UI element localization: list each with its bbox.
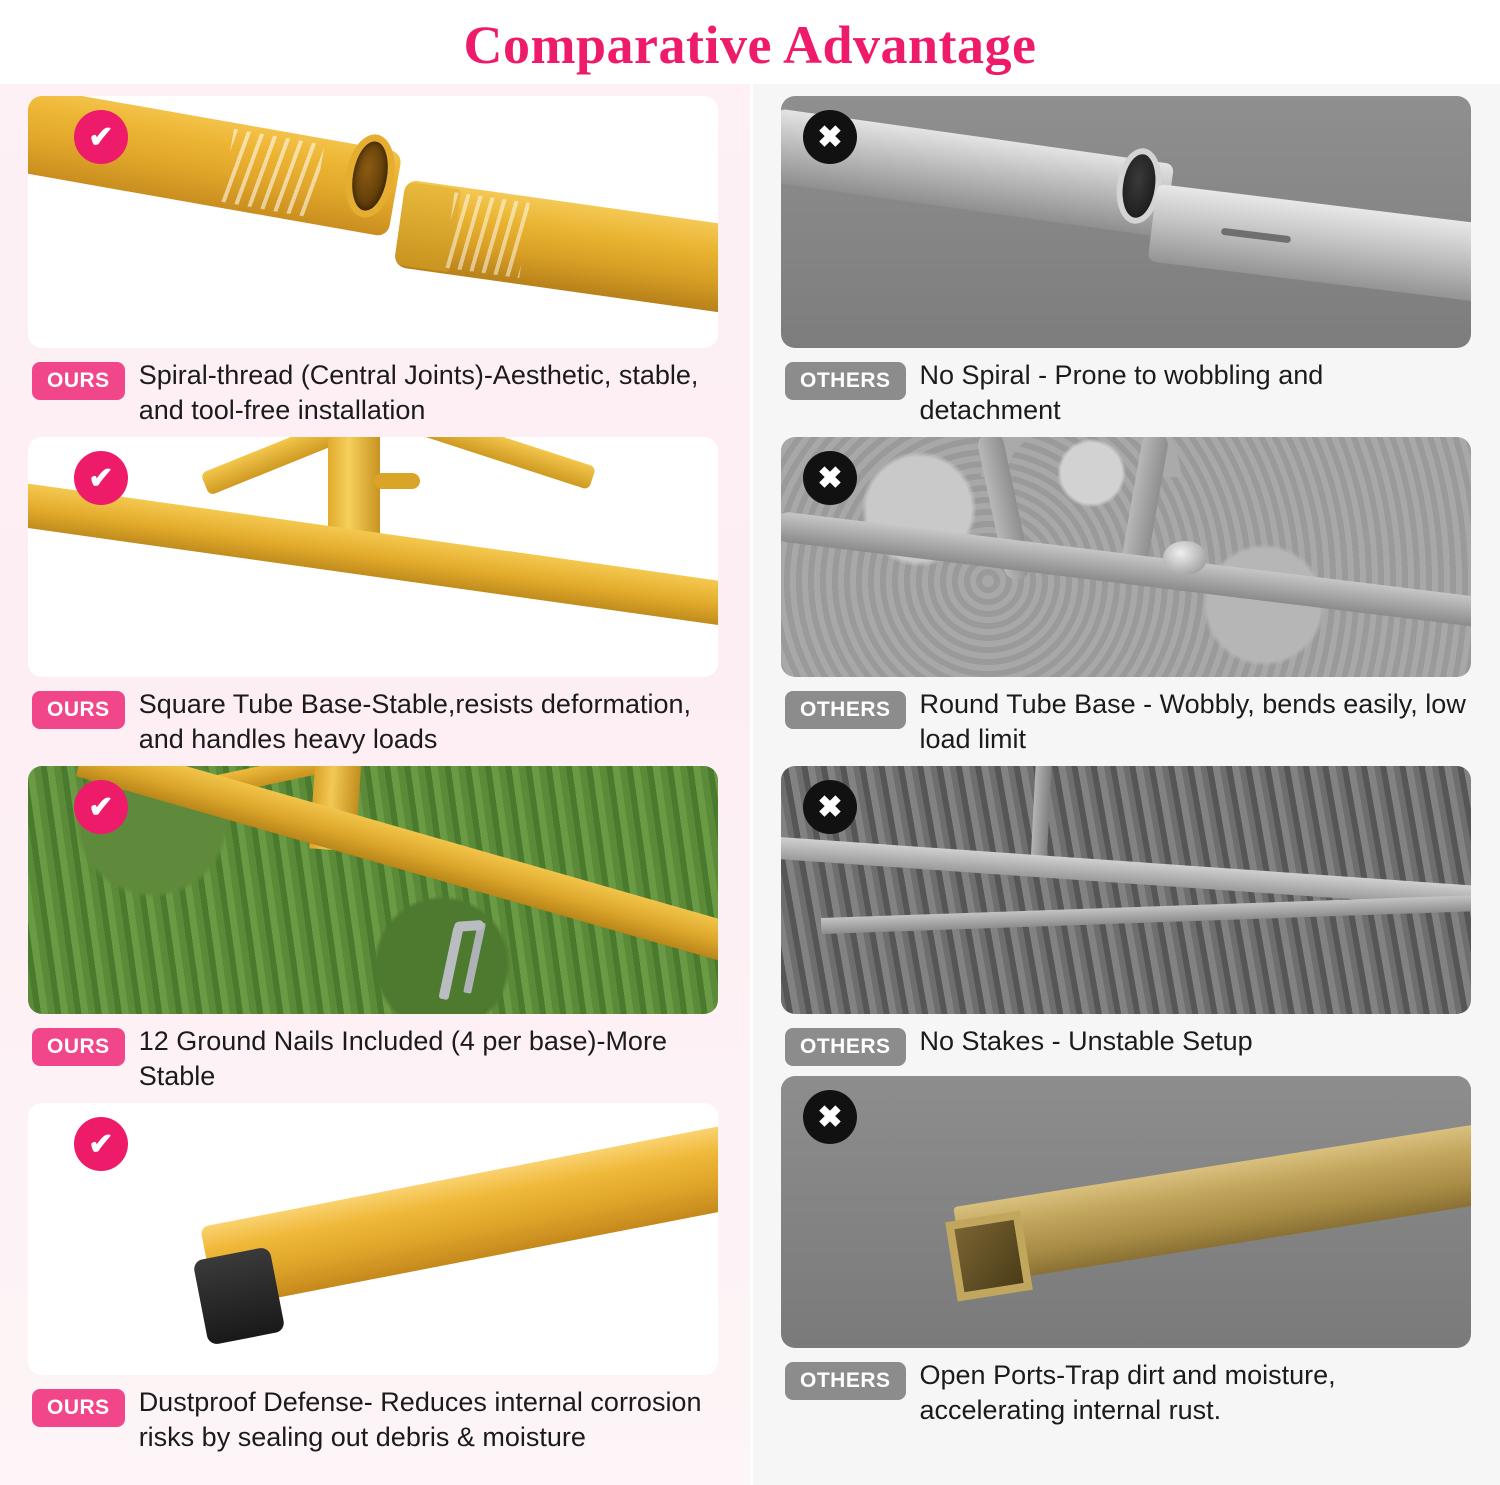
ours-caption-text: Spiral-thread (Central Joints)-Aesthetic, stable, and tool-free installation — [138, 360, 699, 425]
others-caption-2 — [781, 677, 1472, 760]
grey-grass-no-stake-photo — [781, 766, 1471, 1014]
ours-item-1 — [28, 96, 722, 431]
yellow-square-tube-base-photo — [28, 437, 718, 677]
ground-nail-in-grass-photo — [28, 766, 718, 1014]
cross-icon: ✖ — [803, 780, 857, 834]
others-item-1 — [781, 96, 1472, 431]
cross-icon: ✖ — [803, 110, 857, 164]
check-icon: ✔ — [74, 780, 128, 834]
round-tube-base-gravel-photo — [781, 437, 1471, 677]
ours-caption-text: Square Tube Base-Stable,resists deformation, and handles heavy loads — [138, 689, 691, 754]
yellow-spiral-thread-tube-photo — [28, 96, 718, 348]
ours-caption-text: Dustproof Defense- Reduces internal corrosion risks by sealing out debris & moisture — [138, 1387, 702, 1452]
others-caption-text: Round Tube Base - Wobbly, bends easily, low load limit — [919, 689, 1466, 754]
ours-item-3 — [28, 766, 722, 1097]
ours-tag: OURS — [32, 362, 125, 400]
ours-tag: OURS — [32, 1028, 125, 1066]
others-caption-text: No Spiral - Prone to wobbling and detachment — [919, 360, 1324, 425]
others-item-2 — [781, 437, 1472, 760]
others-tag: OTHERS — [785, 1028, 906, 1066]
capped-square-tube-photo — [28, 1103, 718, 1375]
check-icon: ✔ — [74, 451, 128, 505]
comparison-columns — [0, 84, 1500, 1485]
ours-tag: OURS — [32, 691, 125, 729]
check-icon: ✔ — [74, 110, 128, 164]
others-item-4 — [781, 1076, 1472, 1431]
ours-item-2 — [28, 437, 722, 760]
ours-item-4 — [28, 1103, 722, 1458]
others-tag: OTHERS — [785, 691, 906, 729]
page-title: Comparative Advantage — [463, 15, 1037, 75]
check-icon: ✔ — [74, 1117, 128, 1171]
ours-caption-2 — [28, 677, 722, 760]
ours-caption-1 — [28, 348, 722, 431]
ours-caption-3 — [28, 1014, 722, 1097]
others-caption-3 — [781, 1014, 1472, 1070]
others-caption-text: No Stakes - Unstable Setup — [919, 1026, 1253, 1057]
others-caption-text: Open Ports-Trap dirt and moisture, accelerating internal rust. — [919, 1360, 1336, 1425]
ours-caption-text: 12 Ground Nails Included (4 per base)-More Stable — [138, 1026, 667, 1091]
ours-column — [0, 84, 750, 1485]
others-item-3 — [781, 766, 1472, 1070]
others-column — [750, 84, 1500, 1485]
ours-tag: OURS — [32, 1389, 125, 1427]
cross-icon: ✖ — [803, 1090, 857, 1144]
others-tag: OTHERS — [785, 362, 906, 400]
others-caption-4 — [781, 1348, 1472, 1431]
cross-icon: ✖ — [803, 451, 857, 505]
plain-grey-tube-photo — [781, 96, 1471, 348]
open-port-tube-photo — [781, 1076, 1471, 1348]
others-tag: OTHERS — [785, 1362, 906, 1400]
ours-caption-4 — [28, 1375, 722, 1458]
others-caption-1 — [781, 348, 1472, 431]
